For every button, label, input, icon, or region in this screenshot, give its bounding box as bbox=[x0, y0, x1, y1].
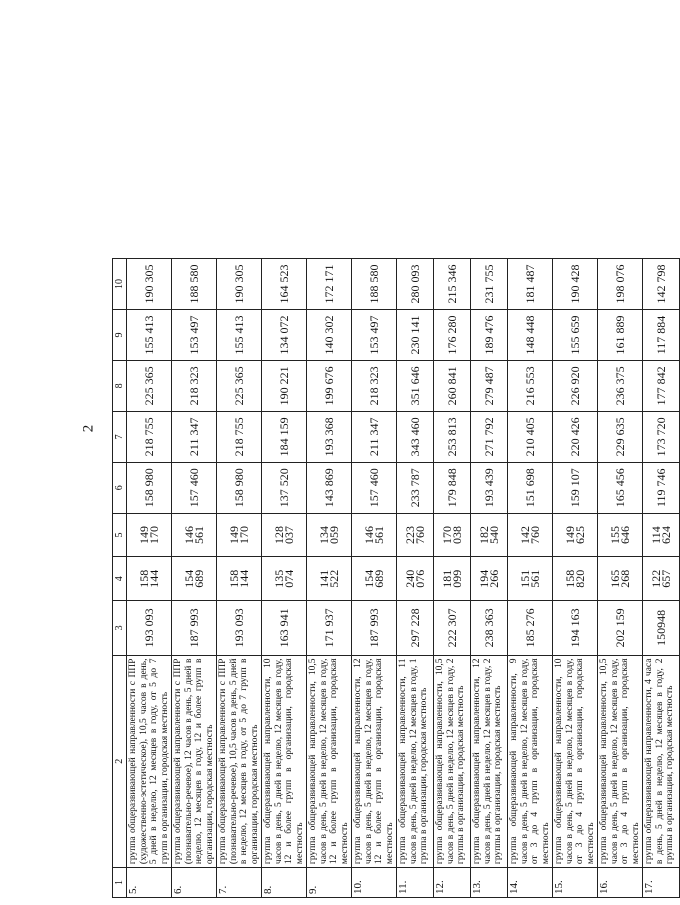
cost-value: 271 792 bbox=[471, 411, 508, 462]
table-row bbox=[127, 259, 172, 898]
cost-value: 222 307 bbox=[434, 601, 471, 655]
cost-value: 211 347 bbox=[172, 411, 217, 462]
cost-value: 216 553 bbox=[508, 360, 553, 411]
cost-value: 182 540 bbox=[471, 513, 508, 557]
cost-value: 193 093 bbox=[217, 601, 262, 655]
cost-value: 190 305 bbox=[217, 259, 262, 310]
cost-value: 151 698 bbox=[508, 462, 553, 513]
row-index: 10. bbox=[352, 868, 397, 898]
column-number: 4 bbox=[113, 557, 127, 601]
table-row bbox=[434, 259, 471, 898]
cost-value: 223 760 bbox=[397, 513, 434, 557]
group-description: группа общеразвивающей направленности, 12 часов в день, 5 дней в неделю, 12 месяцев в году, 2 группы в организации, городская местность bbox=[471, 655, 508, 868]
table-row bbox=[352, 259, 397, 898]
group-description: группа общеразвивающей направленности, 10 часов в день, 5 дней в неделю, 12 месяцев в году, от 3 до 4 групп в организации, городская местность bbox=[553, 655, 598, 868]
table-row bbox=[262, 259, 307, 898]
cost-value: 134 072 bbox=[262, 310, 307, 361]
cost-value: 193 368 bbox=[307, 411, 352, 462]
rotated-table-wrapper bbox=[112, 258, 680, 898]
cost-value: 149 170 bbox=[217, 513, 262, 557]
cost-value: 150948 bbox=[643, 601, 680, 655]
table-row bbox=[217, 259, 262, 898]
row-index: 14. bbox=[508, 868, 553, 898]
column-number: 3 bbox=[113, 601, 127, 655]
cost-value: 122 657 bbox=[643, 557, 680, 601]
cost-value: 142 798 bbox=[643, 259, 680, 310]
cost-value: 141 522 bbox=[307, 557, 352, 601]
cost-value: 146 561 bbox=[352, 513, 397, 557]
cost-value: 149 170 bbox=[127, 513, 172, 557]
cost-value: 154 689 bbox=[172, 557, 217, 601]
table-row bbox=[307, 259, 352, 898]
cost-value: 151 561 bbox=[508, 557, 553, 601]
group-description: группа общеразвивающей направленности, 9 часов в день, 5 дней в неделю, 12 месяцев в году, от 3 до 4 групп в организации, городская местность bbox=[508, 655, 553, 868]
group-description: группа общеразвивающей направленности с ППР (познавательно-речевое), 12 часов в день, 5 дней в неделю, 12 месяцев в году, 12 и более групп в организации, городская местность bbox=[172, 655, 217, 868]
cost-value: 181 099 bbox=[434, 557, 471, 601]
group-description: группа общеразвивающей направленности, 10 часов в день, 5 дней в неделю, 12 месяцев в году, 12 и более групп в организации, городская местность bbox=[262, 655, 307, 868]
table-row bbox=[397, 259, 434, 898]
cost-value: 218 323 bbox=[172, 360, 217, 411]
cost-value: 225 365 bbox=[217, 360, 262, 411]
cost-value: 233 787 bbox=[397, 462, 434, 513]
cost-value: 190 221 bbox=[262, 360, 307, 411]
cost-value: 158 980 bbox=[217, 462, 262, 513]
cost-value: 148 448 bbox=[508, 310, 553, 361]
column-number: 10 bbox=[113, 259, 127, 310]
cost-value: 188 580 bbox=[352, 259, 397, 310]
cost-value: 211 347 bbox=[352, 411, 397, 462]
cost-value: 240 076 bbox=[397, 557, 434, 601]
cost-value: 149 625 bbox=[553, 513, 598, 557]
cost-value: 236 375 bbox=[598, 360, 643, 411]
table-body bbox=[113, 259, 680, 898]
cost-value: 153 497 bbox=[172, 310, 217, 361]
cost-value: 229 635 bbox=[598, 411, 643, 462]
cost-value: 158 144 bbox=[127, 557, 172, 601]
cost-value: 173 720 bbox=[643, 411, 680, 462]
table-row bbox=[598, 259, 643, 898]
cost-value: 155 646 bbox=[598, 513, 643, 557]
cost-value: 176 280 bbox=[434, 310, 471, 361]
cost-value: 199 676 bbox=[307, 360, 352, 411]
row-index: 9. bbox=[307, 868, 352, 898]
column-number: 7 bbox=[113, 411, 127, 462]
row-index: 16. bbox=[598, 868, 643, 898]
column-number-row bbox=[113, 259, 127, 898]
row-index: 6. bbox=[172, 868, 217, 898]
cost-value: 202 159 bbox=[598, 601, 643, 655]
column-number: 5 bbox=[113, 513, 127, 557]
row-index: 11. bbox=[397, 868, 434, 898]
cost-value: 210 405 bbox=[508, 411, 553, 462]
cost-value: 146 561 bbox=[172, 513, 217, 557]
cost-value: 171 937 bbox=[307, 601, 352, 655]
cost-value: 165 268 bbox=[598, 557, 643, 601]
cost-value: 190 305 bbox=[127, 259, 172, 310]
cost-value: 155 659 bbox=[553, 310, 598, 361]
cost-value: 140 302 bbox=[307, 310, 352, 361]
page-number: 2 bbox=[80, 424, 97, 433]
cost-value: 157 460 bbox=[172, 462, 217, 513]
cost-value: 225 365 bbox=[127, 360, 172, 411]
cost-value: 253 813 bbox=[434, 411, 471, 462]
cost-value: 128 037 bbox=[262, 513, 307, 557]
table-row bbox=[508, 259, 553, 898]
cost-value: 119 746 bbox=[643, 462, 680, 513]
cost-value: 184 159 bbox=[262, 411, 307, 462]
cost-value: 279 487 bbox=[471, 360, 508, 411]
column-number: 6 bbox=[113, 462, 127, 513]
cost-value: 161 889 bbox=[598, 310, 643, 361]
table-row bbox=[643, 259, 680, 898]
row-index: 15. bbox=[553, 868, 598, 898]
cost-value: 179 848 bbox=[434, 462, 471, 513]
cost-value: 158 144 bbox=[217, 557, 262, 601]
cost-value: 194 266 bbox=[471, 557, 508, 601]
cost-value: 157 460 bbox=[352, 462, 397, 513]
cost-value: 194 163 bbox=[553, 601, 598, 655]
row-index: 12. bbox=[434, 868, 471, 898]
row-index: 7. bbox=[217, 868, 262, 898]
cost-value: 177 842 bbox=[643, 360, 680, 411]
cost-value: 170 038 bbox=[434, 513, 471, 557]
cost-value: 187 993 bbox=[172, 601, 217, 655]
cost-value: 218 323 bbox=[352, 360, 397, 411]
cost-value: 153 497 bbox=[352, 310, 397, 361]
cost-value: 164 523 bbox=[262, 259, 307, 310]
cost-value: 280 093 bbox=[397, 259, 434, 310]
table-row bbox=[172, 259, 217, 898]
row-index: 5. bbox=[127, 868, 172, 898]
cost-value: 181 487 bbox=[508, 259, 553, 310]
cost-value: 154 689 bbox=[352, 557, 397, 601]
table-row bbox=[553, 259, 598, 898]
cost-value: 226 920 bbox=[553, 360, 598, 411]
cost-value: 351 646 bbox=[397, 360, 434, 411]
group-description: группа общеразвивающей направленности, 10,5 часов в день, 5 дней в неделю, 12 месяцев в году, от 3 до 4 групп в организации, городская местность bbox=[598, 655, 643, 868]
group-description: группа общеразвивающей направленности с ППР (познавательно-речевое), 10,5 часов в день, 5 дней в неделю, 12 месяцев в году, от 5 до 7 групп в организации, городская местность bbox=[217, 655, 262, 868]
row-index: 13. bbox=[471, 868, 508, 898]
cost-value: 218 755 bbox=[217, 411, 262, 462]
cost-value: 137 520 bbox=[262, 462, 307, 513]
group-description: группа общеразвивающей направленности, 10,5 часов в день, 5 дней в неделю, 12 месяцев в году, 12 и более групп в организации, городская местность bbox=[307, 655, 352, 868]
group-description: группа общеразвивающей направленности, 11 часов в день, 5 дней в неделю, 12 месяцев в году, 1 группа в организации, городская местность bbox=[397, 655, 434, 868]
cost-value: 114 624 bbox=[643, 513, 680, 557]
cost-value: 238 363 bbox=[471, 601, 508, 655]
cost-value: 187 993 bbox=[352, 601, 397, 655]
group-description: группа общеразвивающей направленности, 12 часов в день, 5 дней в неделю, 12 месяцев в году, 12 и более групп в организации, городская местность bbox=[352, 655, 397, 868]
cost-value: 172 171 bbox=[307, 259, 352, 310]
cost-value: 198 076 bbox=[598, 259, 643, 310]
column-number: 1 bbox=[113, 868, 127, 898]
column-number: 9 bbox=[113, 310, 127, 361]
cost-value: 190 428 bbox=[553, 259, 598, 310]
cost-value: 155 413 bbox=[217, 310, 262, 361]
cost-value: 189 476 bbox=[471, 310, 508, 361]
cost-value: 155 413 bbox=[127, 310, 172, 361]
cost-value: 230 141 bbox=[397, 310, 434, 361]
cost-value: 134 059 bbox=[307, 513, 352, 557]
cost-value: 260 841 bbox=[434, 360, 471, 411]
cost-value: 165 456 bbox=[598, 462, 643, 513]
group-description: группа общеразвивающей направленности, 4 часа в день, 5 дней в неделю, 12 месяцев в году, 2 группы в организации, городская местность bbox=[643, 655, 680, 868]
cost-value: 215 346 bbox=[434, 259, 471, 310]
cost-value: 185 276 bbox=[508, 601, 553, 655]
cost-value: 158 820 bbox=[553, 557, 598, 601]
row-index: 8. bbox=[262, 868, 307, 898]
cost-value: 188 580 bbox=[172, 259, 217, 310]
cost-value: 193 093 bbox=[127, 601, 172, 655]
cost-value: 343 460 bbox=[397, 411, 434, 462]
column-number: 2 bbox=[113, 655, 127, 868]
group-description: группа общеразвивающей направленности, 10,5 часов в день, 5 дней в неделю, 12 месяцев в году, 2 группы в организации, городская местность bbox=[434, 655, 471, 868]
cost-value: 142 760 bbox=[508, 513, 553, 557]
cost-value: 117 884 bbox=[643, 310, 680, 361]
tariff-table bbox=[112, 258, 680, 898]
cost-value: 159 107 bbox=[553, 462, 598, 513]
row-index: 17. bbox=[643, 868, 680, 898]
cost-value: 143 869 bbox=[307, 462, 352, 513]
cost-value: 231 755 bbox=[471, 259, 508, 310]
table-row bbox=[471, 259, 508, 898]
cost-value: 220 426 bbox=[553, 411, 598, 462]
cost-value: 135 074 bbox=[262, 557, 307, 601]
group-description: группа общеразвивающей направленности с ППР (художественно-эстетическое), 10,5 часов в день, 5 дней в неделю, 12 месяцев в году, от 5 до 7 групп в организации, городская местность bbox=[127, 655, 172, 868]
cost-value: 163 941 bbox=[262, 601, 307, 655]
cost-value: 297 228 bbox=[397, 601, 434, 655]
column-number: 8 bbox=[113, 360, 127, 411]
cost-value: 193 439 bbox=[471, 462, 508, 513]
cost-value: 158 980 bbox=[127, 462, 172, 513]
cost-value: 218 755 bbox=[127, 411, 172, 462]
